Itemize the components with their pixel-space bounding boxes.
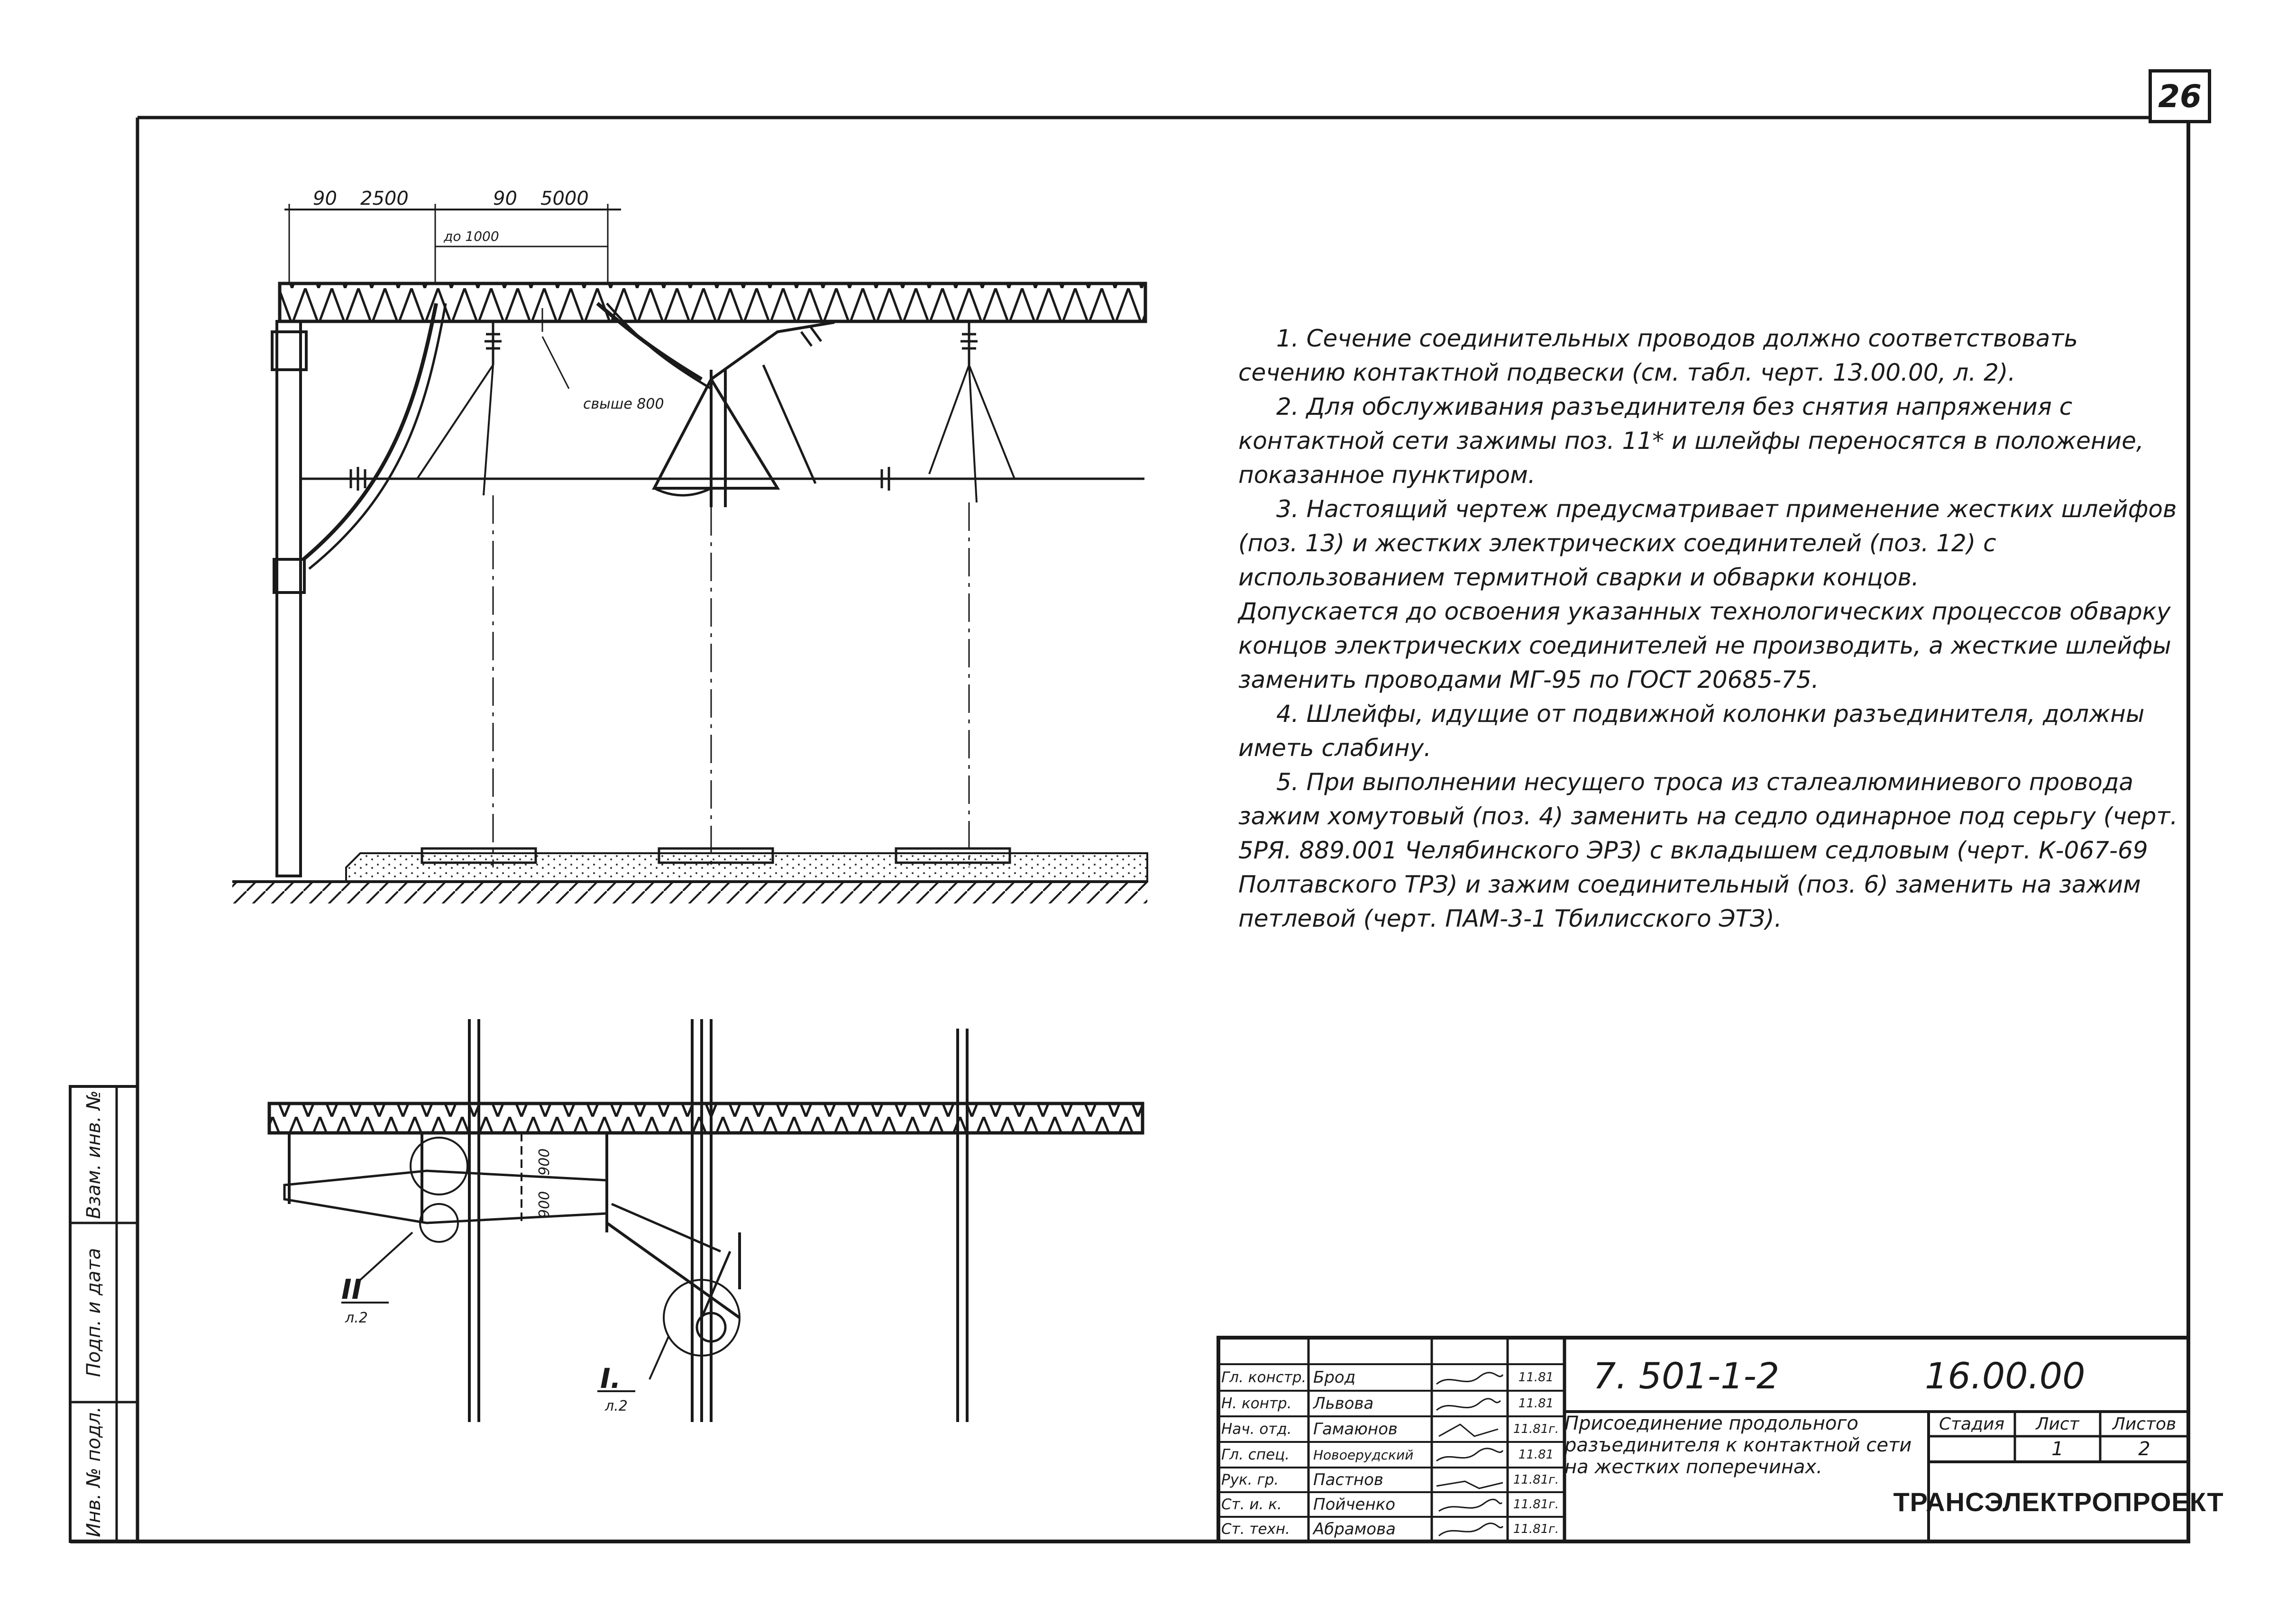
document-number: 16.00.00 [1925, 1354, 2086, 1397]
callout-detail-1-sheet: л.2 [605, 1398, 628, 1414]
stage-header: Стадия [1939, 1414, 2005, 1434]
side-label-3: Инв. № подл. [83, 1406, 105, 1537]
stage-value [1929, 1436, 2015, 1462]
document-code: 7. 501-1-2 [1593, 1354, 1780, 1397]
dim-5000: 5000 [540, 188, 589, 210]
sig-name: Пойченко [1313, 1495, 1396, 1514]
sig-role: Ст. и. к. [1221, 1496, 1282, 1513]
side-replaces-inv [70, 1086, 118, 1223]
note-1: 1. Сечение соединительных проводов должно соответствовать сечению контактной подвески (см. табл. черт. 13.00.00, л. 2). [1238, 325, 2078, 386]
sheet-header: Лист [2036, 1414, 2079, 1434]
sig-name: Львова [1313, 1394, 1374, 1413]
dim-upto-1000: до 1000 [444, 228, 499, 244]
sheet-number: 26 [2149, 69, 2211, 123]
sheet-value: 1 [2051, 1438, 2064, 1460]
side-inv-original [70, 1402, 118, 1541]
dim-2500: 2500 [360, 188, 409, 210]
note-2: 2. Для обслуживания разъединителя без снятия напряжения с контактной сети зажимы поз. 11* и шлейфы переносятся в положение, показанное пунктиром. [1238, 393, 2144, 489]
note-3: 3. Настоящий чертеж предусматривает применение жестких шлейфов (поз. 13) и жестких электрических соединителей (поз. 12) с использованием термитной сварки и обварки концов. [1238, 495, 2177, 591]
sheets-header: Листов [2112, 1414, 2177, 1434]
sig-role: Н. контр. [1221, 1395, 1292, 1412]
dim-over-800: свыше 800 [583, 396, 664, 412]
side-sign-date [70, 1223, 118, 1402]
title-block [1218, 1338, 2224, 1541]
sig-date: 11.81г. [1513, 1422, 1559, 1436]
sheets-value: 2 [2138, 1438, 2150, 1460]
note-3-addendum: Допускается до освоения указанных технологических процессов обварку концов электрических соединителей не производить, а жесткие шлейфы заменить проводами МГ-95 по ГОСТ 20685-75. [1238, 598, 2171, 693]
side-label-2: Подп. и дата [83, 1248, 105, 1377]
organization-name: ТРАНСЭЛЕКТРОПРОЕКТ [1893, 1486, 2224, 1517]
dim-90-right: 90 [493, 188, 517, 210]
sig-name: Гамаюнов [1313, 1420, 1398, 1439]
sig-name: Пастнов [1313, 1470, 1383, 1489]
plan-drawing [269, 1019, 1143, 1422]
sig-role: Рук. гр. [1221, 1471, 1279, 1488]
sig-name: Брод [1313, 1368, 1356, 1387]
sig-date: 11.81 [1518, 1448, 1554, 1462]
sig-date: 11.81 [1518, 1370, 1554, 1385]
sig-role: Нач. отд. [1221, 1421, 1292, 1438]
sig-role: Ст. техн. [1221, 1521, 1290, 1538]
dim-900-a: 900 [536, 1148, 553, 1176]
dim-90-left: 90 [313, 188, 337, 210]
note-5: 5. При выполнении несущего троса из сталеалюминиевого провода зажим хомутовый (поз. 4) заменить на седло одинарное под серьгу (черт. 5РЯ. 889.001 Челябинского ЭРЗ) с вкладышем седловым (черт. К-067-69 Полтавского ТРЗ) и зажим соединительный (поз. 6) заменить на зажим петлевой (черт. ПАМ-3-1 Тбилисского ЭТЗ). [1238, 768, 2178, 932]
callout-detail-1: I. [600, 1362, 621, 1395]
sig-name: Абрамова [1313, 1520, 1396, 1539]
sig-role: Гл. спец. [1221, 1446, 1290, 1463]
sig-date: 11.81г. [1513, 1473, 1559, 1487]
callout-detail-2-sheet: л.2 [345, 1310, 368, 1326]
notes [1238, 321, 2186, 936]
note-4: 4. Шлейфы, идущие от подвижной колонки разъединителя, должны иметь слабину. [1238, 700, 2145, 762]
sig-date: 11.81г. [1513, 1497, 1559, 1512]
callout-detail-2: II [341, 1273, 362, 1305]
sig-name: Новоерудский [1313, 1447, 1414, 1463]
dim-900-b: 900 [536, 1191, 553, 1218]
sig-date: 11.81г. [1513, 1522, 1559, 1536]
sig-date: 11.81 [1518, 1396, 1554, 1411]
side-label-1: Взам. инв. № [83, 1090, 105, 1219]
drawing-title: Присоединение продольного разъединителя к контактной сети на жестких поперечинах. [1564, 1413, 1912, 1478]
elevation-drawing [232, 204, 1147, 903]
sig-role: Гл. констр. [1221, 1369, 1307, 1386]
